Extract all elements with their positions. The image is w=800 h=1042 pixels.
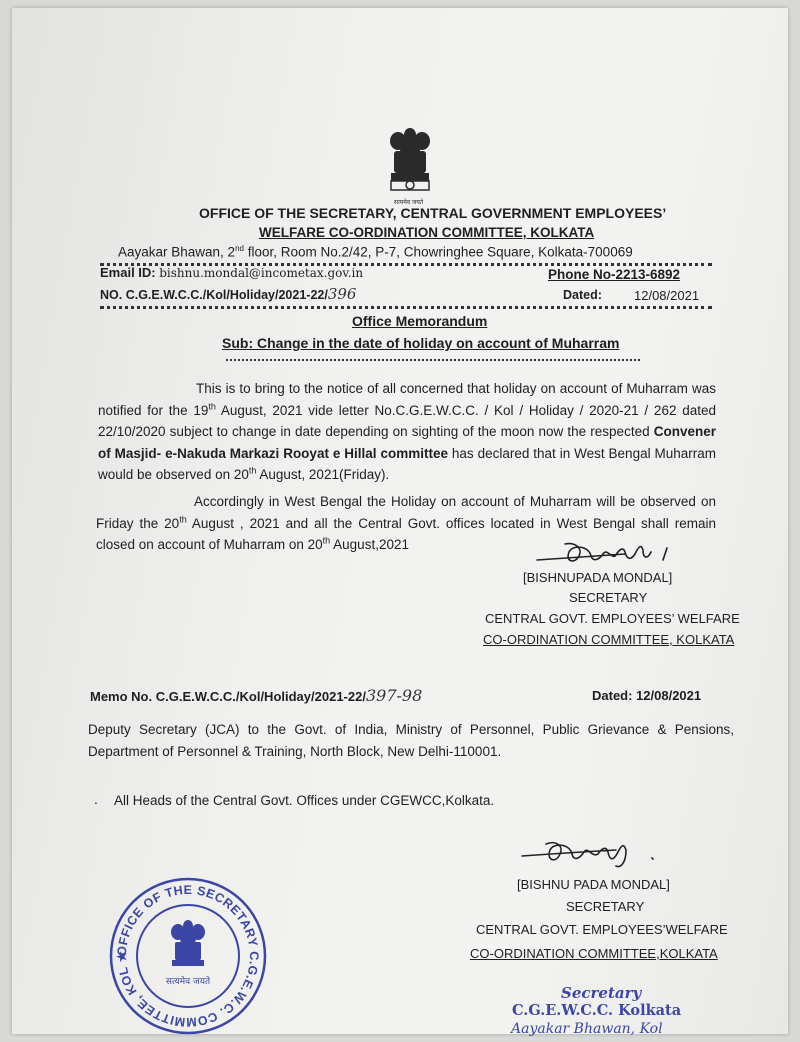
signatory-2-org-line-2: CO-ORDINATION COMMITTEE,KOLKATA [470, 946, 718, 961]
official-round-stamp [108, 876, 268, 1036]
dated-label: Dated: [563, 288, 602, 302]
stamp-motto: सत्यमेव जयते [165, 977, 211, 987]
header-line-1: OFFICE OF THE SECRETARY, CENTRAL GOVERNMENT EMPLOYEES’ [199, 205, 667, 221]
copy-memo-number [90, 686, 422, 705]
recipient-1: Deputy Secretary (JCA) to the Govt. of India, Ministry of Personnel, Public Grievance & Pensions, Department of Personnel & Training, North Block, New Delhi-110001. [88, 722, 734, 759]
memo-no-printed: Memo No. C.G.E.W.C.C./Kol/Holiday/2021-22/ [90, 689, 366, 704]
address-sup: nd [235, 244, 244, 253]
signatory-2-name: [BISHNU PADA MONDAL] [517, 877, 670, 892]
para1-text-c: has declared that in West Bengal Muharram would be observed on 20 [98, 445, 717, 482]
signatory-2-org-line-1: CENTRAL GOVT. EMPLOYEES’WELFARE [476, 922, 728, 937]
recipient-2: All Heads of the Central Govt. Offices under CGEWCC,Kolkata. [114, 793, 495, 808]
divider-dotted-2 [100, 306, 712, 309]
signature-2-graphic [520, 836, 670, 876]
stamp-address: Aayakar Bhawan, Kol [511, 1021, 663, 1037]
signatory-1-designation: SECRETARY [569, 590, 648, 605]
dated-value: 12/08/2021 [634, 288, 700, 303]
para1-text-b: August, 2021 vide letter No.C.G.E.W.C.C. / Kol / Holiday / 2020-21 / 262 dated 22/10/2020 subject to change in date depending on sighting of the moon now the respected [98, 402, 716, 439]
para2-text-a: Accordingly in West Bengal the Holiday on account of Muharram will be observed on Friday the 20 [96, 494, 716, 531]
lion-capital-icon [384, 125, 436, 205]
signatory-1-org-line-1: CENTRAL GOVT. EMPLOYEES’ WELFARE [485, 611, 740, 626]
reference-number [100, 285, 356, 303]
memo-title: Office Memorandum [352, 313, 488, 329]
header-line-2: WELFARE CO-ORDINATION COMMITTEE, KOLKATA [259, 225, 595, 240]
memo-paragraph-1 [98, 378, 716, 486]
memo-no-handwritten: 397-98 [365, 686, 423, 705]
para2-sup-b: th [322, 535, 331, 546]
bullet-marker: . [94, 791, 98, 807]
divider-dotted-3 [226, 359, 640, 361]
para1-sup-b: th [248, 465, 257, 476]
para1-text-a: This is to bring to the notice of all concerned that holiday on account of Muharram was notified for the 19 [98, 381, 716, 418]
signatory-1-org-line-2: CO-ORDINATION COMMITTEE, KOLKATA [483, 632, 735, 647]
signature-1-graphic [535, 538, 695, 574]
para1-sup-a: th [208, 401, 216, 411]
signatory-2-designation: SECRETARY [566, 899, 645, 914]
para2-text-b: August , 2021 and all the Central Govt. offices located in West Bengal shall remain closed on account of Muharram on 20 [96, 515, 717, 552]
stamp-emblem-icon [171, 920, 205, 966]
header-address [118, 244, 633, 260]
para1-text-d: August, 2021(Friday). [256, 467, 390, 482]
emblem-motto: सत्यमेव जयते [394, 200, 424, 206]
signatory-1-name: [BISHNUPADA MONDAL] [523, 570, 673, 585]
memo-subject: Sub: Change in the date of holiday on account of Muharram [222, 335, 620, 351]
email-label: Email ID: [100, 265, 160, 280]
stamp-org: C.G.E.W.C.C. Kolkata [512, 1002, 682, 1019]
email-line [100, 265, 363, 280]
stamp-secretary: Secretary [561, 984, 642, 1002]
para2-text-c: August,2021 [330, 537, 409, 552]
para2-sup-a: th [179, 514, 187, 524]
address-text-b: floor, Room No.2/42, P-7, Chowringhee Square, Kolkata-700069 [243, 244, 633, 260]
national-emblem [384, 125, 436, 205]
phone-number: Phone No-2213-6892 [548, 267, 681, 282]
round-stamp-seal [108, 876, 268, 1036]
copy-dated: Dated: 12/08/2021 [592, 688, 702, 703]
para1-bold: Convener of Masjid- e-Nakuda Markazi Rooyat e Hillal committee [98, 424, 716, 461]
stamp-ring-text: OFFICE OF THE SECRETARY C.G.E.W.C. COMMITTEE, KOL ★ [114, 882, 262, 1030]
address-text-a: Aayakar Bhawan, 2 [118, 244, 236, 260]
ref-printed: NO. C.G.E.W.C.C./Kol/Holiday/2021-22/ [100, 288, 328, 302]
ref-handwritten: 396 [327, 285, 357, 303]
email-link[interactable]: bishnu.mondal@incometax.gov.in [159, 266, 364, 280]
